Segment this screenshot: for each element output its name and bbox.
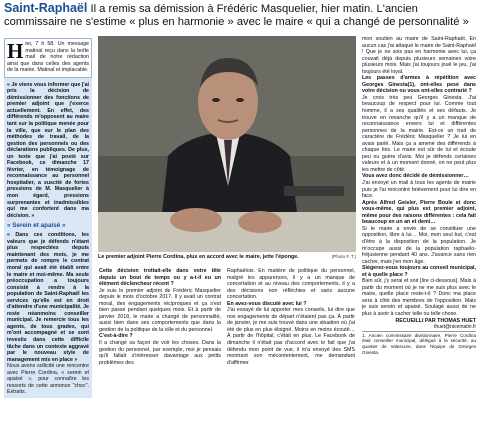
intro-paragraph: Nous avons sollicité une rencontre avec Pierre Cordina, « serein et apaisé », pour connaître les ressorts de cette annonce "choc". Extraits. [7,363,89,396]
question-7: Siégerez-vous toujours au conseil municipal, et à quelle place ? [362,265,476,278]
lead-box [4,38,92,78]
column-2 [99,268,221,426]
answer-continued: Raphaëlois. En matière de politique du personnel, malgré les apparences, il y a un manque de concertation et au niveau des comportements, il y a des décisions non réfléchies et sans aucune concertation. [227,268,355,301]
footnote: 1. Ancien commissaire divisionnaire, Pierre Cordina était conseiller municipal, délégué à la sécurité, au quartier de Valescure, dans l'équipe de Georges Ginesta. [362,332,476,355]
answer-5: J'ai envoyé un mail à tous les agents de mairie puis je l'ai rencontré brièvement pour lui dire en face. [362,180,476,200]
subhead-serein: « Serein et apaisé » [7,222,66,230]
byline: RECUEILLI PAR THOMAS HUET [395,317,476,324]
statement-paragraph-2: « Dans ces conditions, les valeurs que je défends n'étant plus respectées depuis maintenant des mois, je me permets de rompre le contrat moral qui avait été établi entre le maire et moi-même. Ma seule préoccupation a toujours consisté à rendre à la population de Saint-Raphaël les services qu'elle est en droit d'attendre d'une municipalité. Je reste néanmoins conseiller municipal. Je remercie tous les agents, de tous grades, qui m'ont accompagné et se sont investis dans cette difficile tâche dans un contexte aggravé par le nouveau style de management mis en place » [7,232,89,363]
answer-3: J'ai essayé de lui apporter mes conseils, lui dire que nos engagements de départ n'étaient pas ça. À partir de janvier, je me suis trouvé dans une situation où j'ai été de plus en plus éloigné. Moins en moins écouté… À partir de l'hôpital, c'était en plus. Le Facebook de dimanche il n'était pas d'accord avec le fait que j'ai défendu mon point de vue, il m'a envoyé des SMS montrant son mécontentement, me demandant d'affirmer [227,307,355,366]
article-header [4,2,476,29]
column-3 [227,268,355,426]
photo-caption: Le premier adjoint Pierre Cordina, plus en accord avec le maire, jette l'éponge. [98,254,299,260]
answer-2: Il a changé sa façon de voir les choses. Dans la gestion du personnel, par exemple, moi je pensais qu'il fallait s'intéresser davantage aux petits problèmes des [99,340,221,366]
section-kicker: Saint-Raphaël [4,1,88,15]
column-1 [4,38,92,426]
statement-paragraph-1: « Je viens vous informer que j'ai pris la décision de démissionner des fonctions de premier adjoint que j'exerce actuellement. En effet, des différends m'opposent au maire tant sur la politique menée pour la ville, que sur le plan des méthodes de travail, de la gestion des personnels ou des déclarations publiques. De plus, un texte que j'ai posté sur Facebook, ce dimanche 17 février, en témoignage de reconnaissance au personnel hospitalier, a suscité de fortes pressions de M. Masquelier à mon égard, pressions surprenantes et inadmissibles qui me confortent dans ma décision. » [7,81,89,219]
article-photo [98,36,356,252]
drop-cap: H [7,39,24,63]
answer-1: Je suis le premier adjoint de Frédéric Masquelier depuis le mois d'octobre 2017. Il y avait un contrat moral, des engagements réciproques et ça s'est bien passé pendant quelques mois. Et à partir de janvier 2018, le maire a changé de personnalité, aussi bien dans ses comportements que dans la gestion de la politique de la ville et du personnel. [99,287,221,333]
photo-credit: (Photo F. T.) [331,254,356,259]
headline: Il a remis sa démission à Frédéric Masquelier, hier matin. L'ancien commissaire ne s'estime « plus en harmonie » avec le maire « qui a changé de personnalité » [4,3,469,28]
question-3: En avez-vous discuté avec lui ? [227,300,307,307]
photo-caption-row [98,253,356,263]
statement-box [4,78,92,398]
column-4 [362,36,476,426]
portrait-illustration [98,36,356,252]
lead-text: ier, 7 h 58. Un message matinal reçu dans la boîte mail de notre rédaction ainsi que dans celles des agents de la mairie. Matinal et implacable. [7,41,89,74]
question-1: Cette décision trottait-elle dans votre tête depuis un bout de temps ou y a-t-il eu un élément déclencheur récent ? [99,268,221,288]
question-6: Après Alfred Geisler, Pierre Boule et donc vous-même, qui plus est premier adjoint, même pour des raisons différentes : cela fait beaucoup en un an et demi… [362,199,476,226]
answer-4: Je crois très peu Georges Ginesta. J'ai beaucoup de respect pour lui. Comme tout homme, il a ses qualités et ses défauts. Je trouve en revanche qu'il y a un manque de reconnaissance envers lui et différentes personnes de la mairie. Est-ce un trait de caractère de Frédéric Masquelier ? Je lui en avais parlé. Mais ça a amené des différends à chaque fois. Le maire est sûr de lui et écoute peu ou guère d'avis. Moi je défends certaines valeurs et à un moment donné, on ne peut plus les mettre de côté. [362,94,476,173]
question-4: Les passes d'armes à répétition avec Georges Ginesta(1), ont-elles pesé dans votre décision ou vous ont-elles contrarié ? [362,75,476,95]
question-5: Vous avez donc décidé de démissionner… [362,173,469,180]
answer-6: Si le maire a envie de se constituer une opposition, libre à lui… Moi, mon seul but, c'est d'être à la disposition de la population. Je m'occupe aussi de la population raphaélo-fréjusienne pendant 40 ans. J'avance sans rien cacher, mais j'en mon âge. [362,225,476,265]
answer-continued-2: mon soutien au maire de Saint-Raphaël. En aucun cas j'ai attaqué le maire de Saint-Raphaël ! Que je ne sois pas en harmonie avec lui, ça couvait déjà depuis plusieurs semaines voire plusieurs mois. Mais j'ai toujours joué le jeu, j'ai toujours été loyal. [362,36,476,75]
question-2: C'est-à-dire ? [99,333,133,340]
answer-7: Bien sûr, j'y serai et soir [lire ci-dessous]. Mais à partir du moment où je ne me suis plus avec le maire, quelle place reste-t-il ? Donc ma place sera à côté des membres de l'opposition. Mais je suis serein et apaisé. Soulagé aussi de ne plus à avoir à cacher telle ou telle chose. [362,278,476,317]
author-email[interactable]: thuet@nicematin.fr [433,324,476,331]
